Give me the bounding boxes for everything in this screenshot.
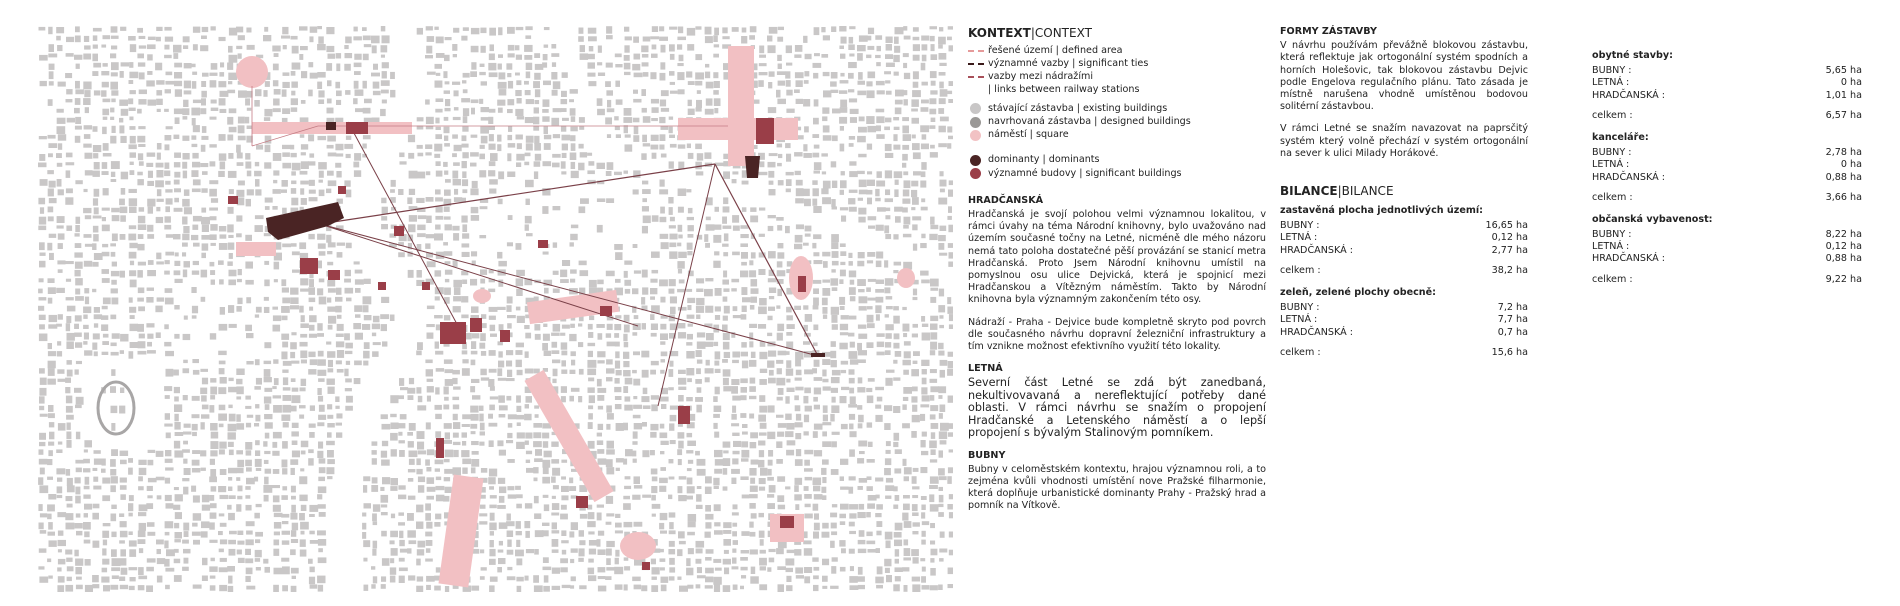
balance-built-area: zastavěná plocha jednotlivých území: BUBNY : 16,65 ha LETNÁ : 0,12 ha HRADČANSKÁ : 2,77 ha celkem : 38,2 ha xyxy=(1280,205,1528,276)
balance-row: HRADČANSKÁ : 0,88 ha xyxy=(1592,171,1862,183)
square-far-east xyxy=(897,268,915,288)
balance-row: HRADČANSKÁ : 0,7 ha xyxy=(1280,326,1528,338)
square-hradcanska xyxy=(236,242,276,256)
legend-item-significant-ties: významné vazby | significant ties xyxy=(968,58,1266,70)
legend-item-dominants: dominanty | dominants xyxy=(968,154,1266,166)
balance-column-right xyxy=(1592,50,1862,296)
balance-row: BUBNY : 5,65 ha xyxy=(1592,65,1862,77)
balance-greenery: zeleň, zelené plochy obecně: BUBNY : 7,2 ha LETNÁ : 7,7 ha HRADČANSKÁ : 0,7 ha celkem : 15,6 ha xyxy=(1280,286,1528,358)
dot-pink-icon xyxy=(968,129,988,141)
bubny-heading: BUBNY xyxy=(968,449,1006,461)
dot-light-grey-icon xyxy=(968,103,988,115)
balance-row: BUBNY : 16,65 ha xyxy=(1280,220,1528,232)
balance-civic: občanská vybavenost: BUBNY : 8,22 ha LETNÁ : 0,12 ha HRADČANSKÁ : 0,88 ha celkem : 9,22 ha xyxy=(1592,213,1862,285)
formy-text-2: V rámci Letné se snažím navazovat na paprsčitý systém který volně přechází v systém ortogonální na sever k ulici Milady Horákové. xyxy=(1280,123,1528,159)
balance-total: celkem : 3,66 ha xyxy=(1592,191,1862,203)
formy-text-1: V návrhu používám převážně blokovou zástavbu, která reflektuje jak ortogonální systém spodních a horních Holešovic, tak blokovou zástavbu Dejvic podle Engelova regulačního plánu. Tato zásada je místně narušena vhodně umístěnou bodovou solitérní zástavbou. xyxy=(1280,40,1528,113)
dashed-line-pink-icon xyxy=(968,45,988,57)
hradcanska-text-2: Nádraží - Praha - Dejvice bude kompletně skryto pod povrch dle současného návrhu dopravní železniční infrastruktury a tím vznikne možnost efektivního využití této lokality. xyxy=(968,316,1266,353)
legend-item-station-links: vazby mezi nádražími | links between railway stations xyxy=(968,71,1266,95)
balance-row: HRADČANSKÁ : 2,77 ha xyxy=(1280,244,1528,256)
balance-row: LETNÁ : 0 ha xyxy=(1592,77,1862,89)
legend xyxy=(968,45,1266,180)
hradcanska-heading: HRADČANSKÁ xyxy=(968,194,1044,206)
bubny-text: Bubny v celoměstském kontextu, hrajou významnou roli, a to zejména kvůli vhodnosti umístění nove Pražské filharmonie, která doplňuje urbanistické dominanty Prahy - Pražský hrad a pomník na Vítkově. xyxy=(968,463,1266,512)
legend-item-existing: stávající zástavba | existing buildings xyxy=(968,103,1266,115)
legend-item-defined-area: řešené území | defined area xyxy=(968,45,1266,57)
balance-total: celkem : 9,22 ha xyxy=(1592,273,1862,285)
balance-row: BUBNY : 2,78 ha xyxy=(1592,147,1862,159)
balance-total: celkem : 38,2 ha xyxy=(1280,264,1528,276)
dominant-prague-castle xyxy=(266,202,344,240)
dashed-line-red-icon xyxy=(968,71,988,83)
square-south xyxy=(620,532,656,560)
legend-item-square: náměstí | square xyxy=(968,129,1266,141)
square-bubny-vertical xyxy=(728,46,754,166)
balance-row: LETNÁ : 0,12 ha xyxy=(1592,241,1862,253)
balance-row: LETNÁ : 0,12 ha xyxy=(1280,232,1528,244)
balance-total: celkem : 6,57 ha xyxy=(1592,109,1862,121)
existing-buildings-layer xyxy=(38,26,953,592)
balance-total: celkem : 15,6 ha xyxy=(1280,346,1528,358)
tie-line xyxy=(320,164,715,224)
letna-text: Severní část Letné se zdá být zanedbaná, nekultivovavaná a nereflektující potřeby dané oblasti. V rámci návrhu se snažím o propojení Hradčanské a Letenského náměstí a o lepší propojení s bývalým Stalinovým pomníkem. xyxy=(968,376,1266,440)
square-letna-small xyxy=(473,289,491,303)
balance-title: BILANCE|BILANCE xyxy=(1280,184,1394,199)
dot-dark-brown-icon xyxy=(968,154,988,166)
balance-row: BUBNY : 7,2 ha xyxy=(1280,302,1528,314)
balance-residential: obytné stavby: BUBNY : 5,65 ha LETNÁ : 0 ha HRADČANSKÁ : 1,01 ha celkem : 6,57 ha xyxy=(1592,50,1862,121)
balance-row: HRADČANSKÁ : 0,88 ha xyxy=(1592,253,1862,265)
balance-offices: kanceláře: BUBNY : 2,78 ha LETNÁ : 0 ha HRADČANSKÁ : 0,88 ha celkem : 3,66 ha xyxy=(1592,131,1862,203)
balance-row: LETNÁ : 0 ha xyxy=(1592,159,1862,171)
legend-item-designed: navrhovaná zástavba | designed buildings xyxy=(968,116,1266,128)
formy-heading: FORMY ZÁSTAVBY xyxy=(1280,26,1377,37)
context-title: KONTEXT|CONTEXT xyxy=(968,26,1092,40)
square-top-left xyxy=(236,56,268,88)
dot-grey-icon xyxy=(968,116,988,128)
city-map xyxy=(38,26,953,592)
dominant-bubny xyxy=(745,156,760,178)
balance-row: LETNÁ : 7,7 ha xyxy=(1280,314,1528,326)
dot-red-icon xyxy=(968,168,988,180)
letna-heading: LETNÁ xyxy=(968,363,1003,375)
balance-row: BUBNY : 8,22 ha xyxy=(1592,229,1862,241)
legend-item-significant-buildings: významné budovy | significant buildings xyxy=(968,168,1266,180)
dominant-east xyxy=(811,353,825,357)
balance-row: HRADČANSKÁ : 1,01 ha xyxy=(1592,89,1862,101)
context-column xyxy=(968,26,1266,523)
dominant-letna xyxy=(326,122,336,130)
dashed-line-dark-icon xyxy=(968,58,988,70)
square-bubny-horizontal xyxy=(678,118,798,140)
hradcanska-text-1: Hradčanská je svojí polohou velmi významnou lokalitou, v rámci úvahy na téma Národní knihovny, bylo uvažováno nad územím současné točny na Letné, nicméně dle mého názoru nemá tato poloha dostatečné pěší provázání se stanicí metra Hradčanská. Proto Jsem Národní knihovnu umístil na pomyslnou osu ulice Dejvická, která je spojnicí mezi Hradčanskou a Vítězným náměstím. Takto by Národní knihovna byla významným zakončením této osy. xyxy=(968,209,1266,306)
forms-balance-column xyxy=(1280,26,1528,369)
